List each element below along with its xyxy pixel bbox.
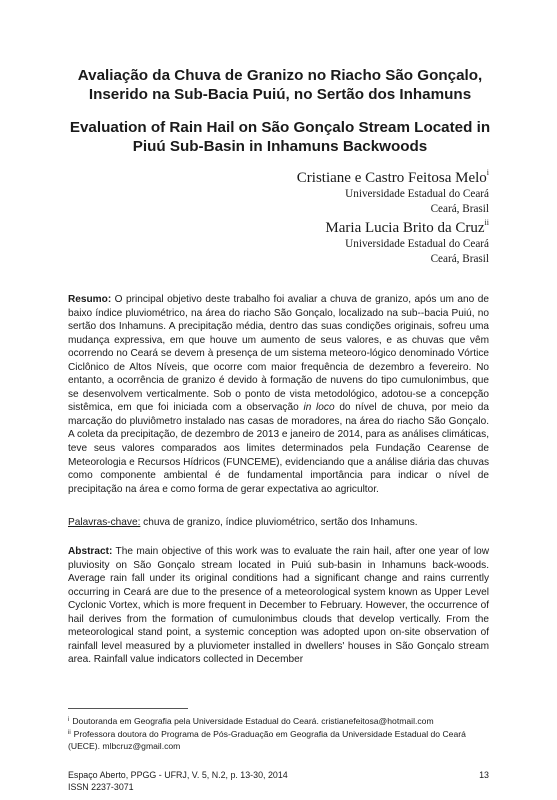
title-portuguese bbox=[60, 66, 500, 104]
keywords-line bbox=[68, 516, 489, 530]
title-pt-line-1: Avaliação da Chuva de Granizo no Riacho São Gonçalo, bbox=[77, 67, 483, 84]
footnote-text-2: Professora doutora do Programa de Pós-Graduação em Geografia da Universidade Estadual do Ceará (UECE). mlbcruz@gmail.com bbox=[68, 729, 466, 751]
title-en-line-2: Piuú Sub-Basin in Inhamuns Backwoods bbox=[132, 138, 428, 155]
resumo-text-a: O principal objetivo deste trabalho foi avaliar a chuva de granizo, após um ano de baixo índice pluviométrico, na área do riacho São Gonçalo, localizado na sub--bacia Puiú, no sertão dos Inhamuns. A precipitação média, dentro das suas condições originais, sofreu uma mudança expressiva, em que houve um aumento de seus valores, e as chuvas que vêm ocorrendo no Ceará se devem à presença de um sistema meteoro-lógico denominado Vórtice Ciclônico de Altos Níveis, que ocorre com maior frequência de dezembro a fevereiro. No entanto, a ocorrência de granizo é devido à formação de nuvens do tipo cumulonimbus, que se desenvolvem verticalmente. Sob o ponto de vista metodológico, adotou-se a concepção sistêmica, em que foi iniciada com a observação bbox=[68, 294, 489, 414]
abstract-paragraph bbox=[68, 545, 489, 667]
author-block-1 bbox=[297, 164, 489, 217]
resumo-text-b: do nível de chuva, por meio da marcação do pluviômetro instalado nas casas de moradores, na área do riacho São Gonçalo. A coleta da precipitação, de dezembro de 2013 e janeiro de 2014, para as análises climáticas, teve seus valores comparados aos limites determinados pela Fundação Cearense de Meteorologia e Recursos Hídricos (FUNCEME), evidenciando que a análise diária das chuvas como componente ambiental é de fundamental importância para indicar o nível de precipitação na área e como forma de gerar expectativa ao agricultor. bbox=[68, 402, 489, 495]
journal-issn: ISSN 2237-3071 bbox=[68, 782, 134, 792]
journal-citation: Espaço Aberto, PPGG - UFRJ, V. 5, N.2, p. 13-30, 2014 bbox=[68, 770, 288, 780]
author-name-1: Cristiane e Castro Feitosa Melo$^i$ bbox=[296, 168, 489, 186]
keywords-label: Palavras-chave: bbox=[68, 517, 141, 528]
title-en-line-1: Evaluation of Rain Hail on São Gonçalo Stream Located in bbox=[69, 119, 491, 136]
footnote-2 bbox=[68, 728, 489, 752]
abstract-label: Abstract: bbox=[68, 546, 113, 557]
title-english bbox=[60, 118, 500, 156]
author-name-2: Maria Lucia Brito da Cruz$^{ii}$ bbox=[325, 218, 489, 236]
footnote-mark-1: i bbox=[68, 717, 70, 723]
author-footnote-mark-2: ii bbox=[484, 218, 489, 227]
author-block-2 bbox=[325, 214, 489, 267]
abstract-text: The main objective of this work was to evaluate the rain hail, after one year of low pluviosity on São Gonçalo stream located in Puiú sub-basin in Inhamuns back-woods. Average rain fall under its original conditions had a significant change and rains currently occurring in Ceará are due to the presence of a meteorological system known as Upper Level Cyclonic Vortex, which is more frequent in December to February. However, the occurrence of hail derives from the formation of cumulonimbus clouds that develop vertically. From the meteorological stand point, a systemic conception was adopted upon on-site observation of rainfall level measured by a pluviometer installed in dwellers' houses in São Gonçalo stream area. Rainfall value indicators collected in December bbox=[68, 546, 489, 666]
footnote-mark-2: ii bbox=[68, 730, 71, 736]
author-institution-2: Universidade Estadual do Ceará bbox=[345, 238, 489, 250]
resumo-text-italic: in loco bbox=[303, 402, 335, 414]
keywords-text: chuva de granizo, índice pluviométrico, sertão dos Inhamuns. bbox=[140, 517, 418, 528]
footnote-text-1: Doutoranda em Geografia pela Universidade Estadual do Ceará. cristianefeitosa@hotmail.com bbox=[72, 716, 434, 726]
footnote-divider bbox=[68, 708, 188, 709]
author-location-2: Ceará, Brasil bbox=[430, 253, 489, 265]
footnote-1 bbox=[68, 715, 489, 728]
author-footnote-mark-1: i bbox=[486, 168, 489, 177]
resumo-paragraph bbox=[68, 293, 489, 496]
author-location-1: Ceará, Brasil bbox=[430, 203, 489, 215]
resumo-label: Resumo: bbox=[68, 294, 112, 305]
author-institution-1: Universidade Estadual do Ceará bbox=[345, 188, 489, 200]
title-pt-line-2: Inserido na Sub-Bacia Puiú, no Sertão dos Inhamuns bbox=[88, 86, 472, 103]
page-number: 13 bbox=[479, 770, 489, 780]
